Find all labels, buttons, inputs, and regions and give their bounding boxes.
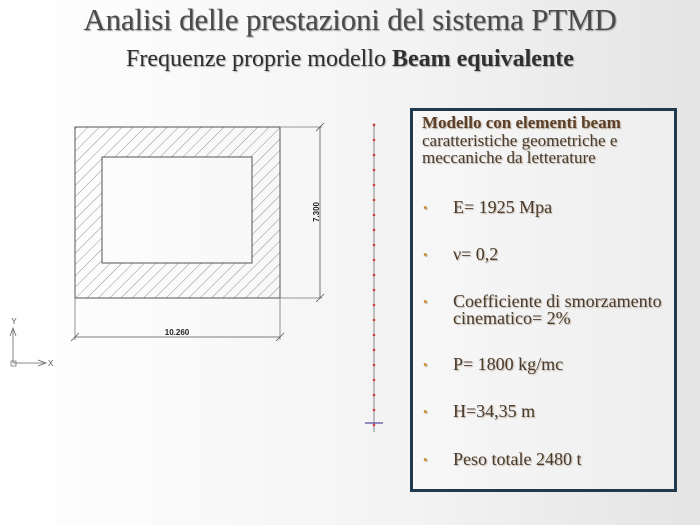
page-title: Analisi delle prestazioni del sistema PTMD	[83, 2, 617, 37]
axis-y-label: Y	[11, 317, 17, 326]
beam-node	[373, 169, 376, 172]
property-text: Coefficiente di smorzamento cinematico= 2%	[453, 291, 662, 328]
beam-node	[373, 349, 376, 352]
property-text: Peso totale 2480 t	[453, 449, 582, 469]
beam-node	[373, 289, 376, 292]
property-text: E= 1925 Mpa	[453, 197, 553, 217]
beam-node	[373, 184, 376, 187]
bullet-icon: •	[423, 452, 428, 467]
beam-node	[373, 154, 376, 157]
beam-nodes	[373, 124, 376, 427]
property-text: H=34,35 m	[453, 401, 536, 421]
property-item	[422, 451, 668, 468]
axis-x-label: X	[48, 359, 54, 368]
bullet-icon: •	[423, 357, 428, 372]
height-dimension-label: 7.300	[312, 201, 321, 223]
beam-node	[373, 394, 376, 397]
beam-node	[373, 244, 376, 247]
beam-node	[373, 124, 376, 127]
properties-list	[422, 199, 668, 468]
beam-node	[373, 379, 376, 382]
beam-node	[373, 139, 376, 142]
bullet-icon: •	[423, 294, 428, 309]
beam-node	[373, 199, 376, 202]
beam-node	[373, 319, 376, 322]
property-item	[422, 356, 668, 373]
beam-node	[373, 409, 376, 412]
beam-node	[373, 364, 376, 367]
property-item	[422, 199, 668, 216]
beam-node	[373, 229, 376, 232]
beam-node	[373, 304, 376, 307]
beam-model	[365, 123, 383, 432]
beam-node	[373, 259, 376, 262]
bullet-icon: •	[423, 247, 428, 262]
width-dimension	[71, 298, 284, 341]
property-item	[422, 246, 668, 263]
subtitle-prefix: Frequenze proprie modello	[126, 46, 392, 72]
bullet-icon: •	[423, 200, 428, 215]
beam-node	[373, 424, 376, 427]
panel-heading: Modello con elementi beam	[422, 113, 621, 132]
property-item	[422, 403, 668, 420]
ucs-axis-icon	[10, 317, 54, 368]
width-dimension-label: 10.260	[164, 328, 190, 337]
beam-node	[373, 274, 376, 277]
panel-subheading: caratteristiche geometriche e meccaniche da letterature	[422, 131, 618, 167]
beam-node	[373, 334, 376, 337]
height-dimension	[312, 123, 324, 302]
properties-panel	[410, 108, 677, 492]
property-text: P= 1800 kg/mc	[453, 354, 564, 374]
beam-node	[373, 214, 376, 217]
subtitle-bold: Beam equivalente	[391, 46, 574, 72]
property-text: ν= 0,2	[453, 244, 499, 264]
bullet-icon: •	[423, 404, 428, 419]
box-section	[75, 127, 280, 298]
property-item	[422, 293, 668, 327]
